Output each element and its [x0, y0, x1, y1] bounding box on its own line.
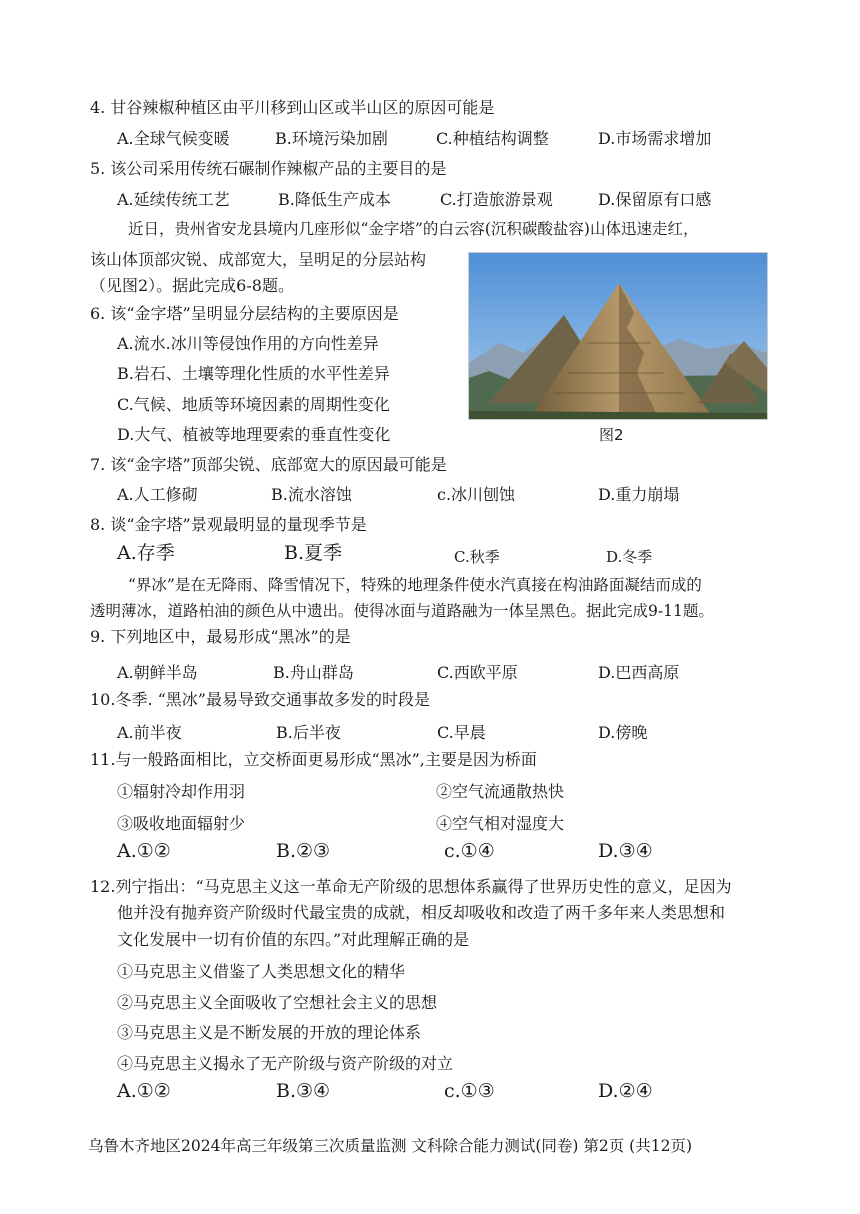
question-8-stem: 8. 谈“金字塔”景观最明显的量现季节是 [90, 515, 367, 534]
q6-option-a: A.流水.冰川等侵蚀作用的方向性差异 [117, 334, 379, 353]
q10-option-a: A.前半夜 [117, 723, 182, 742]
q5-option-a: A.延续传统工艺 [117, 190, 230, 209]
q10-option-c: C.早晨 [437, 723, 486, 742]
pyramid-mountain-image [469, 253, 767, 419]
q12-option-a: A.①② [117, 1080, 171, 1102]
q6-option-c: C.气候、地质等环境因素的周期性变化 [117, 395, 390, 414]
question-10-stem: 10.冬季. “黑冰”最易导致交通事故多发的时段是 [90, 690, 430, 709]
question-12-line-1: 12.列宁指出：“马克思主义这一革命无产阶级的思想体系赢得了世界历史性的意义，足因为 [90, 877, 732, 896]
q4-option-d: D.市场需求增加 [598, 129, 712, 148]
q11-option-c: c.①④ [444, 840, 495, 862]
question-11-stem: 11.与一般路面相比，立交桥面更易形成“黑冰”,主要是因为桥面 [90, 750, 537, 769]
q12-option-b: B.③④ [276, 1080, 331, 1102]
q10-option-d: D.傍晚 [598, 723, 648, 742]
q4-option-b: B.环境污染加剧 [275, 129, 388, 148]
q11-item-2: ②空气流通散热快 [436, 782, 565, 801]
q5-option-c: C.打造旅游景观 [440, 190, 553, 209]
passage-2-line-2: 透明薄冰，道路柏油的颜色从中遗出。使得冰面与道路融为一体呈黑色。据此完成9-11题。 [90, 602, 714, 620]
q11-option-a: A.①② [117, 840, 171, 862]
q4-option-c: C.种植结构调整 [436, 129, 549, 148]
q12-item-4: ④马克思主义揭永了无产阶级与资产阶级的对立 [117, 1054, 454, 1073]
q12-option-c: c.①③ [444, 1080, 495, 1102]
question-6-stem: 6. 该“金字塔”呈明显分层结构的主要原因是 [90, 304, 399, 323]
q10-option-b: B.后半夜 [276, 723, 341, 742]
q7-option-d: D.重力崩塌 [598, 485, 680, 504]
q5-option-d: D.保留原有口感 [598, 190, 712, 209]
q7-option-b: B.流水溶蚀 [271, 485, 352, 504]
q7-option-c: c.冰川刨蚀 [437, 485, 516, 504]
q12-item-3: ③马克思主义是不断发展的开放的理论体系 [117, 1023, 422, 1042]
q11-option-d: D.③④ [598, 840, 653, 862]
q9-option-c: C.西欧平原 [437, 663, 518, 682]
q11-option-b: B.②③ [276, 840, 331, 862]
q6-option-b: B.岩石、土壤等理化性质的水平性差异 [117, 364, 390, 383]
passage-1-line-1: 近日，贵州省安龙县境内几座形似“金字塔”的白云容(沉积碳酸盐容)山体迅速走红， [128, 220, 699, 238]
question-9-stem: 9. 下列地区中，最易形成“黑冰”的是 [90, 627, 351, 646]
q11-item-1: ①辐射冷却作用羽 [117, 782, 246, 801]
figure-2-pyramid-mountain-photo [468, 252, 768, 420]
q9-option-a: A.朝鲜半岛 [117, 663, 198, 682]
question-12-line-2: 他并没有抛弃资产阶级时代最宝贵的成就，相反却吸收和改造了两千多年来人类思想和 [117, 903, 726, 922]
page-footer: 乌鲁木齐地区2024年高三年级第三次质量监测 文科除合能力测试(同卷) 第2页 (共12页) [88, 1137, 693, 1155]
q8-option-c: C.秋季 [454, 548, 500, 566]
q12-item-1: ①马克思主义借鉴了人类思想文化的精华 [117, 962, 406, 981]
question-7-stem: 7. 该“金字塔”顶部尖锐、底部宽大的原因最可能是 [90, 455, 447, 474]
passage-1-line-3: （见图2）。据此完成6-8题。 [90, 276, 294, 295]
q9-option-b: B.舟山群岛 [273, 663, 354, 682]
q8-option-b: B.夏季 [284, 542, 343, 564]
q11-item-3: ③吸收地面辐射少 [117, 814, 246, 833]
q4-option-a: A.全球气候变暖 [117, 129, 230, 148]
q12-item-2: ②马克思主义全面吸收了空想社会主义的思想 [117, 993, 438, 1012]
q6-option-d: D.大气、植被等地理要索的垂直性变化 [117, 425, 391, 444]
q5-option-b: B.降低生产成本 [278, 190, 391, 209]
question-12-line-3: 文化发展中一切有价值的东四。”对此理解正确的是 [117, 930, 470, 949]
figure-2-caption: 图2 [599, 426, 624, 444]
question-4-stem: 4. 甘谷辣椒种植区由平川移到山区或半山区的原因可能是 [90, 98, 495, 117]
q12-option-d: D.②④ [598, 1080, 653, 1102]
passage-1-line-2: 该山体顶部灾锐、成部宽大，呈明足的分层站构 [90, 250, 427, 269]
q11-item-4: ④空气相对湿度大 [436, 814, 565, 833]
q9-option-d: D.巴西高原 [598, 663, 680, 682]
passage-2-line-1: “界冰”是在无降雨、降雪情况下，特殊的地理条件使水汽真接在构油路面凝结而成的 [128, 576, 702, 594]
q8-option-d: D.冬季 [606, 548, 653, 566]
q7-option-a: A.人工修砌 [117, 485, 198, 504]
q8-option-a: A.存季 [117, 542, 175, 564]
question-5-stem: 5. 该公司采用传统石碾制作辣椒产品的主要目的是 [90, 159, 447, 178]
